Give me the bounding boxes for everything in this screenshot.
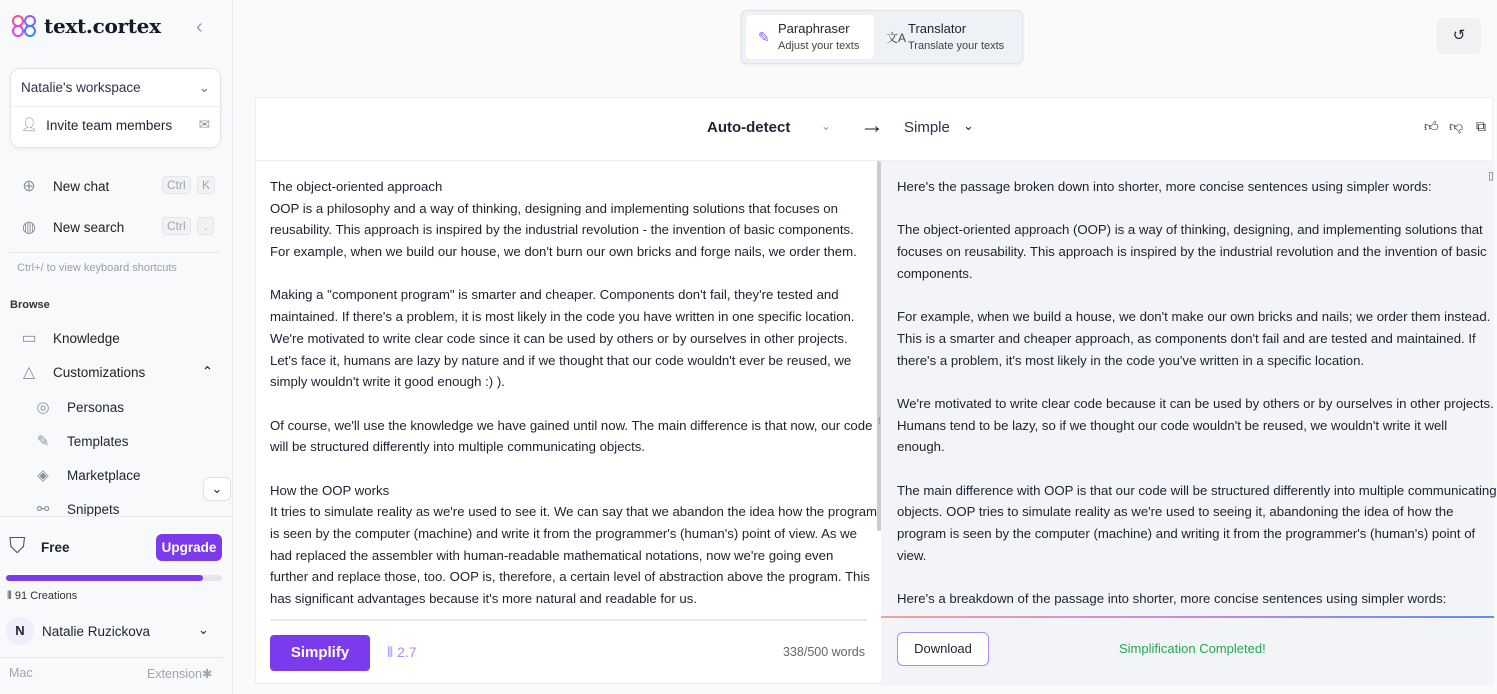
sidebar-item-customizations[interactable] <box>18 362 213 382</box>
text-line: maintained. If there's a problem, it is most likely in the code you have written in one specific location. <box>270 309 855 325</box>
tab-subtitle: Translate your texts <box>908 40 1005 52</box>
globe-icon: ◍ <box>22 219 36 236</box>
brand-name: text.cortex <box>44 14 161 38</box>
copy-icon[interactable]: ⧉ <box>1476 118 1486 134</box>
history-icon: ↺ <box>1452 27 1466 44</box>
text-line: has significant advantages because it's more natural and readable for us. <box>270 591 697 607</box>
text-line: reusability. This approach is inspired by the industrial revolution - the invention of basic components. <box>270 222 854 238</box>
usage-bar <box>6 575 222 581</box>
sidebar-item-knowledge[interactable] <box>18 328 120 348</box>
usage-bar-fill <box>6 575 203 581</box>
credit-cost <box>387 644 417 661</box>
chevron-down-icon[interactable]: ⌄ <box>821 119 832 133</box>
credit-value: 2.7 <box>397 644 417 660</box>
chevron-down-icon[interactable]: ⌄ <box>198 622 209 637</box>
plan-label: Free <box>41 540 70 555</box>
inbox-icon[interactable]: ✉︎ <box>198 117 210 132</box>
text-line: For example, when we build a house, we don't make our own bricks and nails; we order them instead. <box>897 309 1491 325</box>
input-text[interactable] <box>270 176 877 610</box>
divider <box>0 657 223 658</box>
template-icon: ✎ <box>36 433 50 450</box>
text-line: It tries to simulate reality as we're used to see it. We can say that we abandon the idea how the program <box>270 504 878 520</box>
kbd-period: . <box>197 217 214 235</box>
chevron-down-icon: ⌄ <box>198 79 210 95</box>
kbd-ctrl: Ctrl <box>162 217 191 235</box>
plus-circle-icon: ⊕ <box>22 178 36 195</box>
text-line: view. <box>897 547 927 563</box>
resize-handle-icon[interactable]: ⁞ <box>878 416 881 426</box>
tool-switcher <box>741 10 1023 64</box>
creations-count <box>7 590 77 603</box>
collapse-sidebar-icon[interactable]: ‹ <box>196 16 203 38</box>
kbd-k: K <box>197 176 215 194</box>
workspace-selector[interactable] <box>11 69 220 106</box>
sidebar-item-marketplace[interactable] <box>33 466 141 484</box>
text-line: had replaced the assembler with human-readable mathematical notations, now we're going even <box>270 547 834 563</box>
chevron-down-icon[interactable]: ⌄ <box>963 118 974 133</box>
thumbs-down-icon[interactable]: 👎︎ <box>1449 118 1464 134</box>
chevron-up-icon: ⌃ <box>201 364 213 379</box>
invite-label: Invite team members <box>46 117 173 133</box>
text-line: Here's a breakdown of the passage into shorter, more concise sentences using simpler words: <box>897 591 1447 607</box>
tab-paraphraser[interactable] <box>746 15 874 59</box>
text-line: enough. <box>897 439 945 455</box>
text-line: components. <box>897 265 973 281</box>
text-line: We're motivated to write clear code since it can be used by others or by ourselves in other projects. <box>270 330 848 346</box>
kbd-ctrl: Ctrl <box>162 176 191 194</box>
scroll-down-button[interactable]: ⌄ <box>203 477 231 501</box>
status-message: Simplification Completed! <box>1119 641 1266 656</box>
divider <box>10 252 221 253</box>
copy-icon[interactable]: ▯ <box>1487 170 1494 182</box>
extension-link[interactable] <box>147 666 212 681</box>
text-line: How the OOP works <box>270 482 390 498</box>
text-line: Of course, we'll use the knowledge we have gained until now. The main difference is that now, our code <box>270 417 873 433</box>
text-line: further and replace those, too. OOP is, therefore, a certain level of abstraction above the program. This <box>270 569 870 585</box>
text-line: OOP is a philosophy and a way of thinking, designing and implementing solutions that focuses on <box>270 200 838 216</box>
persona-icon: ◎ <box>36 399 50 416</box>
text-line <box>270 458 877 480</box>
text-line: The object-oriented approach (OOP) is a way of thinking, designing, and implementing solutions that <box>897 222 1483 238</box>
mac-app-link[interactable] <box>9 666 33 680</box>
new-search-label: New search <box>53 219 125 235</box>
output-pane <box>878 160 1497 685</box>
folder-icon: ▭ <box>21 330 37 347</box>
text-line <box>270 263 877 285</box>
pencil-icon: ✎ <box>758 29 770 45</box>
text-line <box>897 566 1497 588</box>
divider <box>0 516 233 517</box>
text-line: Let's face it, humans are lazy by nature and if we thought that our code wouldn't ever be reused, we <box>270 352 852 368</box>
text-line: focuses on reusability. This approach is inspired by the industrial revolution and the invention of basic <box>897 244 1487 260</box>
text-line: simply wouldn't write it good enough :) ). <box>270 374 505 390</box>
text-line: is seen by the computer (machine) and write it from the programmer's (human's) point of view. As we <box>270 526 857 541</box>
thumbs-up-icon[interactable]: 👍︎ <box>1424 118 1439 134</box>
text-line: Humans tend to be lazy, so if we thought our code wouldn't be reused, we wouldn't write it well <box>897 417 1448 433</box>
sidebar-item-personas[interactable] <box>33 398 124 416</box>
avatar[interactable]: N <box>6 617 34 645</box>
text-line: For example, when we build our house, we don't burn our own bricks and forge nails, we order them. <box>270 244 857 260</box>
text-line: This is a smarter and cheaper approach, as components don't fail and are tested and maintained. If <box>897 330 1476 346</box>
text-line: The object-oriented approach <box>270 179 443 194</box>
download-button[interactable]: Download <box>897 632 989 666</box>
tab-title: Paraphraser <box>778 21 850 36</box>
new-chat-label: New chat <box>53 178 110 194</box>
extension-label: Extension <box>147 667 202 681</box>
tab-subtitle: Adjust your texts <box>778 40 860 52</box>
shapes-icon: △ <box>22 364 36 381</box>
simplify-button[interactable]: Simplify <box>270 635 370 671</box>
text-line <box>270 393 877 415</box>
coin-icon: ⦀ <box>387 644 394 660</box>
arrow-right-icon: → <box>860 112 884 139</box>
sidebar-item-templates[interactable] <box>33 432 129 450</box>
workspace-card <box>10 68 221 148</box>
coin-icon: ⦀ <box>7 590 12 602</box>
upgrade-button[interactable]: Upgrade <box>156 534 222 561</box>
simplifier-card <box>255 97 1497 684</box>
layers-icon: ◈ <box>37 467 49 484</box>
snippets-label: Snippets <box>67 501 120 517</box>
shortcuts-hint: Ctrl+/ to view keyboard shortcuts <box>17 262 177 274</box>
workspace-name: Natalie's workspace <box>21 80 141 95</box>
puzzle-icon: ✱ <box>201 667 213 681</box>
add-user-icon: 👤︎ <box>21 117 39 132</box>
text-line: We're motivated to write clear code because it can be used by others or by ourselves in other projects. <box>897 395 1494 411</box>
knowledge-label: Knowledge <box>53 330 120 346</box>
browse-heading: Browse <box>10 299 50 311</box>
logo[interactable] <box>10 14 161 38</box>
text-line <box>897 198 1497 220</box>
text-line: The main difference with OOP is that our code will be structured differently into multiple communicating <box>897 482 1497 498</box>
text-line <box>897 284 1497 306</box>
input-pane[interactable] <box>256 160 881 685</box>
tab-title: Translator <box>908 21 967 36</box>
text-line: program is seen by the computer (machine) and writing it from the programmer's (human's) point of <box>897 526 1476 541</box>
creations-label: 91 Creations <box>14 590 78 602</box>
translate-icon: 文A <box>886 31 907 45</box>
text-line: Making a "component program" is smarter and cheaper. Components don't fail, they're tested and <box>270 287 839 303</box>
mac-label: Mac <box>9 666 33 680</box>
marketplace-label: Marketplace <box>67 467 141 483</box>
snippets-icon: ⚯ <box>36 501 50 518</box>
user-name[interactable]: Natalie Ruzickova <box>42 624 151 639</box>
customizations-label: Customizations <box>53 364 146 380</box>
new-search-button[interactable] <box>18 217 124 237</box>
new-chat-button[interactable] <box>18 176 109 196</box>
invite-team-button[interactable] <box>11 106 220 143</box>
tab-translator[interactable] <box>876 15 1020 59</box>
shield-icon: ⛉ <box>9 533 26 558</box>
divider <box>270 619 867 621</box>
target-style-select[interactable]: Simple <box>904 119 950 136</box>
personas-label: Personas <box>67 399 125 415</box>
history-button[interactable] <box>1437 18 1481 54</box>
templates-label: Templates <box>67 433 129 449</box>
word-count: 338/500 words <box>782 645 865 659</box>
output-text <box>897 176 1497 610</box>
text-line <box>897 371 1497 393</box>
progress-gradient <box>881 616 1494 618</box>
sidebar <box>0 0 233 694</box>
text-line: will be structured differently into multiple communicating objects. <box>270 439 646 455</box>
text-line <box>897 458 1497 480</box>
text-line: objects. OOP tries to simulate reality as we're used to seeing it, abandoning the idea of how the <box>897 504 1454 520</box>
text-line: Here's the passage broken down into shorter, more concise sentences using simpler words: <box>897 179 1432 194</box>
text-line: there's a problem, it's most likely in the code you've written in a specific location. <box>897 352 1365 368</box>
brain-logo-icon <box>10 14 38 38</box>
source-language-select[interactable]: Auto-detect <box>707 119 791 136</box>
